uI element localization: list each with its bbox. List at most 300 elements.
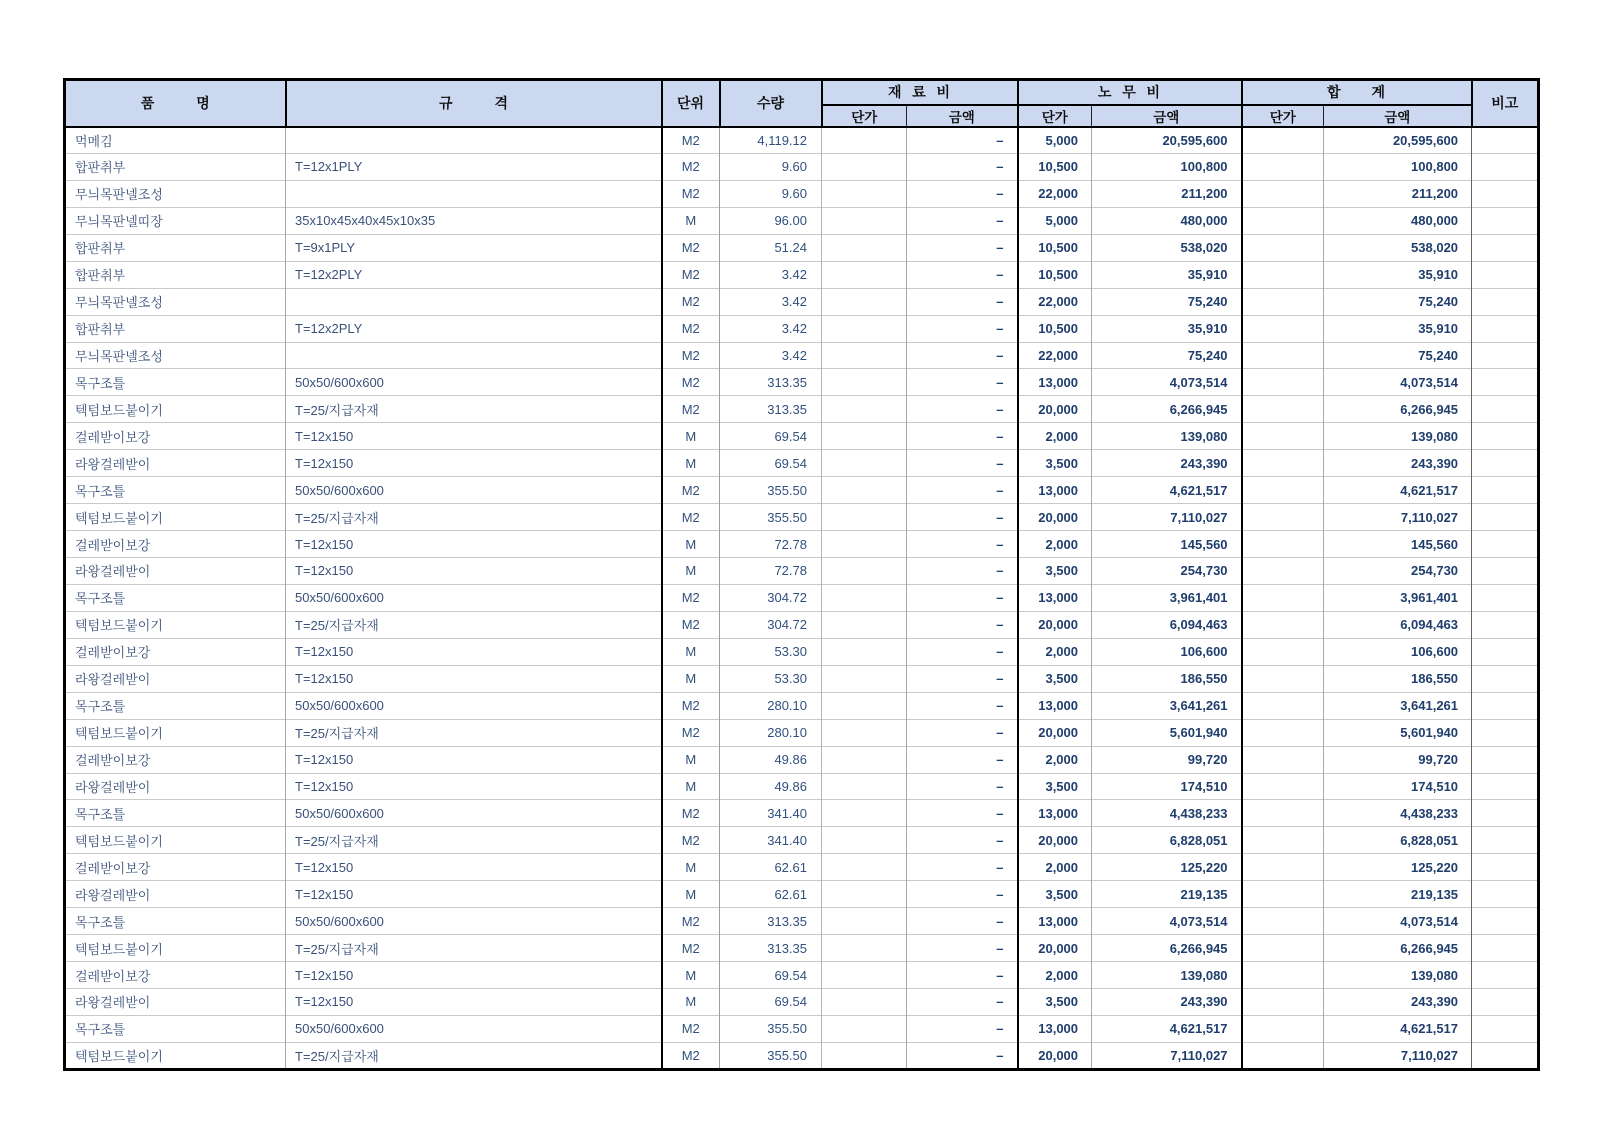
table-row: [65, 854, 1539, 881]
spec-cell: T=12x150: [286, 558, 662, 585]
item-name-cell: 목구조틀: [65, 584, 286, 611]
item-name-cell: 목구조틀: [65, 800, 286, 827]
total-unit-price-cell: [1242, 692, 1324, 719]
material-unit-price-cell: [822, 692, 907, 719]
spec-cell: T=25/지급자재: [286, 611, 662, 638]
labor-amount-cell: 20,595,600: [1092, 127, 1242, 154]
material-amount-cell: –: [907, 315, 1018, 342]
item-name-cell: 합판취부: [65, 261, 286, 288]
material-unit-price-cell: [822, 369, 907, 396]
labor-amount-cell: 4,621,517: [1092, 1015, 1242, 1042]
unit-cell: M2: [662, 504, 720, 531]
spec-cell: 50x50/600x600: [286, 369, 662, 396]
qty-cell: 49.86: [720, 746, 822, 773]
total-unit-price-cell: [1242, 396, 1324, 423]
labor-amount-cell: 125,220: [1092, 854, 1242, 881]
table-row: [65, 1015, 1539, 1042]
labor-amount-cell: 4,073,514: [1092, 369, 1242, 396]
header-unit: 단위: [662, 80, 720, 127]
labor-unit-price-cell: 13,000: [1018, 584, 1092, 611]
header-material-amount: 금액: [907, 105, 1018, 127]
total-amount-cell: 480,000: [1324, 207, 1472, 234]
table-row: [65, 638, 1539, 665]
qty-cell: 355.50: [720, 504, 822, 531]
qty-cell: 69.54: [720, 989, 822, 1016]
material-amount-cell: –: [907, 665, 1018, 692]
labor-unit-price-cell: 13,000: [1018, 800, 1092, 827]
labor-amount-cell: 4,073,514: [1092, 908, 1242, 935]
unit-cell: M2: [662, 611, 720, 638]
unit-cell: M: [662, 989, 720, 1016]
material-unit-price-cell: [822, 450, 907, 477]
labor-amount-cell: 211,200: [1092, 180, 1242, 207]
spec-cell: 50x50/600x600: [286, 477, 662, 504]
remarks-cell: [1472, 369, 1539, 396]
spec-cell: 50x50/600x600: [286, 1015, 662, 1042]
table-row: [65, 423, 1539, 450]
spec-cell: T=25/지급자재: [286, 504, 662, 531]
total-unit-price-cell: [1242, 558, 1324, 585]
spec-cell: T=12x150: [286, 962, 662, 989]
total-amount-cell: 6,266,945: [1324, 396, 1472, 423]
material-unit-price-cell: [822, 288, 907, 315]
remarks-cell: [1472, 584, 1539, 611]
remarks-cell: [1472, 315, 1539, 342]
table-row: [65, 1042, 1539, 1069]
item-name-cell: 걸레받이보강: [65, 854, 286, 881]
item-name-cell: 텍텀보드붙이기: [65, 611, 286, 638]
item-name-cell: 텍텀보드붙이기: [65, 827, 286, 854]
total-unit-price-cell: [1242, 369, 1324, 396]
qty-cell: 280.10: [720, 692, 822, 719]
unit-cell: M2: [662, 315, 720, 342]
qty-cell: 341.40: [720, 827, 822, 854]
qty-cell: 313.35: [720, 396, 822, 423]
material-amount-cell: –: [907, 396, 1018, 423]
table-row: [65, 962, 1539, 989]
item-name-cell: 걸레받이보강: [65, 746, 286, 773]
labor-amount-cell: 35,910: [1092, 261, 1242, 288]
total-amount-cell: 100,800: [1324, 153, 1472, 180]
spec-cell: [286, 288, 662, 315]
total-amount-cell: 254,730: [1324, 558, 1472, 585]
total-amount-cell: 4,073,514: [1324, 908, 1472, 935]
unit-cell: M2: [662, 180, 720, 207]
labor-unit-price-cell: 3,500: [1018, 665, 1092, 692]
labor-amount-cell: 75,240: [1092, 342, 1242, 369]
spec-cell: T=12x2PLY: [286, 315, 662, 342]
remarks-cell: [1472, 396, 1539, 423]
remarks-cell: [1472, 207, 1539, 234]
total-unit-price-cell: [1242, 504, 1324, 531]
total-amount-cell: 20,595,600: [1324, 127, 1472, 154]
table-row: [65, 558, 1539, 585]
material-unit-price-cell: [822, 153, 907, 180]
header-total-unit-price: 단가: [1242, 105, 1324, 127]
material-unit-price-cell: [822, 638, 907, 665]
total-unit-price-cell: [1242, 611, 1324, 638]
table-row: [65, 396, 1539, 423]
material-amount-cell: –: [907, 935, 1018, 962]
total-unit-price-cell: [1242, 207, 1324, 234]
labor-unit-price-cell: 10,500: [1018, 153, 1092, 180]
item-name-cell: 합판취부: [65, 234, 286, 261]
unit-cell: M2: [662, 127, 720, 154]
remarks-cell: [1472, 234, 1539, 261]
labor-amount-cell: 6,094,463: [1092, 611, 1242, 638]
item-name-cell: 먹메김: [65, 127, 286, 154]
remarks-cell: [1472, 638, 1539, 665]
material-unit-price-cell: [822, 584, 907, 611]
item-name-cell: 목구조틀: [65, 908, 286, 935]
material-unit-price-cell: [822, 746, 907, 773]
unit-cell: M: [662, 746, 720, 773]
total-unit-price-cell: [1242, 746, 1324, 773]
item-name-cell: 합판취부: [65, 153, 286, 180]
labor-unit-price-cell: 2,000: [1018, 531, 1092, 558]
material-amount-cell: –: [907, 234, 1018, 261]
remarks-cell: [1472, 800, 1539, 827]
item-name-cell: 무늬목판넬조성: [65, 342, 286, 369]
labor-amount-cell: 5,601,940: [1092, 719, 1242, 746]
remarks-cell: [1472, 423, 1539, 450]
material-unit-price-cell: [822, 719, 907, 746]
labor-unit-price-cell: 2,000: [1018, 423, 1092, 450]
labor-unit-price-cell: 22,000: [1018, 288, 1092, 315]
material-unit-price-cell: [822, 477, 907, 504]
item-name-cell: 합판취부: [65, 315, 286, 342]
labor-amount-cell: 99,720: [1092, 746, 1242, 773]
material-unit-price-cell: [822, 342, 907, 369]
total-unit-price-cell: [1242, 962, 1324, 989]
material-amount-cell: –: [907, 180, 1018, 207]
unit-cell: M: [662, 638, 720, 665]
spec-cell: T=25/지급자재: [286, 935, 662, 962]
material-unit-price-cell: [822, 396, 907, 423]
total-amount-cell: 145,560: [1324, 531, 1472, 558]
remarks-cell: [1472, 746, 1539, 773]
header-material-cost: 재 료 비: [822, 80, 1018, 105]
labor-unit-price-cell: 2,000: [1018, 638, 1092, 665]
labor-amount-cell: 243,390: [1092, 450, 1242, 477]
item-name-cell: 텍텀보드붙이기: [65, 396, 286, 423]
total-unit-price-cell: [1242, 423, 1324, 450]
spec-cell: 50x50/600x600: [286, 692, 662, 719]
unit-cell: M: [662, 423, 720, 450]
labor-amount-cell: 100,800: [1092, 153, 1242, 180]
spec-cell: T=12x150: [286, 665, 662, 692]
header-labor-amount: 금액: [1092, 105, 1242, 127]
material-amount-cell: –: [907, 288, 1018, 315]
remarks-cell: [1472, 261, 1539, 288]
material-unit-price-cell: [822, 234, 907, 261]
material-unit-price-cell: [822, 261, 907, 288]
table-header: [65, 80, 1539, 127]
spec-cell: T=25/지급자재: [286, 719, 662, 746]
item-name-cell: 목구조틀: [65, 369, 286, 396]
spec-cell: T=12x150: [286, 746, 662, 773]
spec-cell: T=12x1PLY: [286, 153, 662, 180]
material-amount-cell: –: [907, 153, 1018, 180]
spec-cell: 50x50/600x600: [286, 800, 662, 827]
unit-cell: M2: [662, 288, 720, 315]
remarks-cell: [1472, 935, 1539, 962]
material-amount-cell: –: [907, 504, 1018, 531]
remarks-cell: [1472, 127, 1539, 154]
material-amount-cell: –: [907, 746, 1018, 773]
total-unit-price-cell: [1242, 827, 1324, 854]
header-total: 합 계: [1242, 80, 1472, 105]
spec-cell: 50x50/600x600: [286, 908, 662, 935]
labor-unit-price-cell: 3,500: [1018, 881, 1092, 908]
total-unit-price-cell: [1242, 719, 1324, 746]
qty-cell: 304.72: [720, 584, 822, 611]
table-row: [65, 935, 1539, 962]
header-material-unit-price: 단가: [822, 105, 907, 127]
unit-cell: M2: [662, 1042, 720, 1069]
material-amount-cell: –: [907, 908, 1018, 935]
item-name-cell: 라왕걸레받이: [65, 450, 286, 477]
qty-cell: 72.78: [720, 558, 822, 585]
total-unit-price-cell: [1242, 800, 1324, 827]
unit-cell: M: [662, 531, 720, 558]
qty-cell: 313.35: [720, 908, 822, 935]
qty-cell: 72.78: [720, 531, 822, 558]
material-unit-price-cell: [822, 531, 907, 558]
remarks-cell: [1472, 611, 1539, 638]
qty-cell: 4,119.12: [720, 127, 822, 154]
total-unit-price-cell: [1242, 773, 1324, 800]
table-row: [65, 719, 1539, 746]
qty-cell: 355.50: [720, 1042, 822, 1069]
material-amount-cell: –: [907, 692, 1018, 719]
material-unit-price-cell: [822, 423, 907, 450]
labor-amount-cell: 7,110,027: [1092, 1042, 1242, 1069]
total-amount-cell: 174,510: [1324, 773, 1472, 800]
spec-cell: T=9x1PLY: [286, 234, 662, 261]
qty-cell: 62.61: [720, 854, 822, 881]
material-unit-price-cell: [822, 665, 907, 692]
unit-cell: M2: [662, 369, 720, 396]
material-amount-cell: –: [907, 881, 1018, 908]
table-row: [65, 908, 1539, 935]
table-row: [65, 315, 1539, 342]
total-unit-price-cell: [1242, 908, 1324, 935]
remarks-cell: [1472, 504, 1539, 531]
unit-cell: M2: [662, 342, 720, 369]
labor-amount-cell: 6,266,945: [1092, 396, 1242, 423]
material-amount-cell: –: [907, 558, 1018, 585]
item-name-cell: 라왕걸레받이: [65, 773, 286, 800]
material-amount-cell: –: [907, 342, 1018, 369]
table-row: [65, 369, 1539, 396]
item-name-cell: 라왕걸레받이: [65, 558, 286, 585]
qty-cell: 49.86: [720, 773, 822, 800]
material-amount-cell: –: [907, 261, 1018, 288]
material-amount-cell: –: [907, 989, 1018, 1016]
table-row: [65, 342, 1539, 369]
unit-cell: M2: [662, 908, 720, 935]
total-amount-cell: 106,600: [1324, 638, 1472, 665]
remarks-cell: [1472, 962, 1539, 989]
material-amount-cell: –: [907, 1042, 1018, 1069]
spec-cell: T=12x150: [286, 773, 662, 800]
labor-amount-cell: 145,560: [1092, 531, 1242, 558]
material-amount-cell: –: [907, 638, 1018, 665]
total-amount-cell: 75,240: [1324, 288, 1472, 315]
labor-unit-price-cell: 13,000: [1018, 477, 1092, 504]
labor-amount-cell: 480,000: [1092, 207, 1242, 234]
total-unit-price-cell: [1242, 1042, 1324, 1069]
spec-cell: [286, 342, 662, 369]
header-item-name: 품 명: [65, 80, 286, 127]
labor-unit-price-cell: 20,000: [1018, 396, 1092, 423]
unit-cell: M2: [662, 396, 720, 423]
material-amount-cell: –: [907, 207, 1018, 234]
total-amount-cell: 538,020: [1324, 234, 1472, 261]
remarks-cell: [1472, 558, 1539, 585]
remarks-cell: [1472, 719, 1539, 746]
remarks-cell: [1472, 153, 1539, 180]
material-amount-cell: –: [907, 611, 1018, 638]
labor-amount-cell: 4,621,517: [1092, 477, 1242, 504]
labor-unit-price-cell: 22,000: [1018, 180, 1092, 207]
total-amount-cell: 6,266,945: [1324, 935, 1472, 962]
spec-cell: [286, 180, 662, 207]
item-name-cell: 걸레받이보강: [65, 962, 286, 989]
item-name-cell: 텍텀보드붙이기: [65, 1042, 286, 1069]
material-amount-cell: –: [907, 369, 1018, 396]
qty-cell: 62.61: [720, 881, 822, 908]
spec-cell: T=12x150: [286, 638, 662, 665]
material-unit-price-cell: [822, 1042, 907, 1069]
item-name-cell: 텍텀보드붙이기: [65, 504, 286, 531]
labor-unit-price-cell: 3,500: [1018, 989, 1092, 1016]
remarks-cell: [1472, 450, 1539, 477]
material-unit-price-cell: [822, 962, 907, 989]
remarks-cell: [1472, 1042, 1539, 1069]
total-unit-price-cell: [1242, 450, 1324, 477]
total-unit-price-cell: [1242, 935, 1324, 962]
item-name-cell: 걸레받이보강: [65, 531, 286, 558]
labor-unit-price-cell: 3,500: [1018, 450, 1092, 477]
table-row: [65, 477, 1539, 504]
remarks-cell: [1472, 827, 1539, 854]
material-unit-price-cell: [822, 558, 907, 585]
labor-unit-price-cell: 13,000: [1018, 369, 1092, 396]
table-row: [65, 746, 1539, 773]
material-unit-price-cell: [822, 1015, 907, 1042]
labor-amount-cell: 254,730: [1092, 558, 1242, 585]
item-name-cell: 목구조틀: [65, 477, 286, 504]
labor-amount-cell: 3,641,261: [1092, 692, 1242, 719]
total-amount-cell: 4,073,514: [1324, 369, 1472, 396]
table-row: [65, 153, 1539, 180]
labor-unit-price-cell: 10,500: [1018, 261, 1092, 288]
labor-amount-cell: 106,600: [1092, 638, 1242, 665]
estimate-table: [63, 78, 1540, 1071]
table-row: [65, 504, 1539, 531]
item-name-cell: 목구조틀: [65, 1015, 286, 1042]
qty-cell: 9.60: [720, 153, 822, 180]
material-amount-cell: –: [907, 127, 1018, 154]
spec-cell: 50x50/600x600: [286, 584, 662, 611]
total-unit-price-cell: [1242, 584, 1324, 611]
item-name-cell: 무늬목판넬띠장: [65, 207, 286, 234]
qty-cell: 53.30: [720, 638, 822, 665]
total-amount-cell: 4,621,517: [1324, 477, 1472, 504]
table-row: [65, 288, 1539, 315]
unit-cell: M: [662, 962, 720, 989]
qty-cell: 355.50: [720, 1015, 822, 1042]
unit-cell: M2: [662, 935, 720, 962]
item-name-cell: 라왕걸레받이: [65, 665, 286, 692]
labor-amount-cell: 6,828,051: [1092, 827, 1242, 854]
unit-cell: M2: [662, 1015, 720, 1042]
total-unit-price-cell: [1242, 153, 1324, 180]
total-unit-price-cell: [1242, 881, 1324, 908]
qty-cell: 355.50: [720, 477, 822, 504]
table-row: [65, 261, 1539, 288]
spec-cell: T=12x150: [286, 531, 662, 558]
remarks-cell: [1472, 1015, 1539, 1042]
remarks-cell: [1472, 180, 1539, 207]
labor-amount-cell: 7,110,027: [1092, 504, 1242, 531]
unit-cell: M2: [662, 153, 720, 180]
spec-cell: T=12x150: [286, 989, 662, 1016]
table-row: [65, 989, 1539, 1016]
table-row: [65, 584, 1539, 611]
total-unit-price-cell: [1242, 531, 1324, 558]
total-amount-cell: 6,828,051: [1324, 827, 1472, 854]
total-unit-price-cell: [1242, 234, 1324, 261]
total-amount-cell: 4,621,517: [1324, 1015, 1472, 1042]
qty-cell: 69.54: [720, 962, 822, 989]
labor-unit-price-cell: 20,000: [1018, 611, 1092, 638]
table-row: [65, 180, 1539, 207]
item-name-cell: 라왕걸레받이: [65, 989, 286, 1016]
qty-cell: 3.42: [720, 315, 822, 342]
header-qty: 수량: [720, 80, 822, 127]
labor-unit-price-cell: 20,000: [1018, 504, 1092, 531]
total-unit-price-cell: [1242, 638, 1324, 665]
labor-unit-price-cell: 13,000: [1018, 692, 1092, 719]
table-row: [65, 127, 1539, 154]
unit-cell: M2: [662, 692, 720, 719]
material-amount-cell: –: [907, 719, 1018, 746]
labor-unit-price-cell: 2,000: [1018, 962, 1092, 989]
unit-cell: M: [662, 207, 720, 234]
labor-unit-price-cell: 13,000: [1018, 908, 1092, 935]
qty-cell: 51.24: [720, 234, 822, 261]
remarks-cell: [1472, 881, 1539, 908]
labor-unit-price-cell: 20,000: [1018, 827, 1092, 854]
material-unit-price-cell: [822, 180, 907, 207]
remarks-cell: [1472, 908, 1539, 935]
unit-cell: M2: [662, 827, 720, 854]
labor-unit-price-cell: 2,000: [1018, 854, 1092, 881]
total-amount-cell: 6,094,463: [1324, 611, 1472, 638]
spec-cell: T=12x150: [286, 423, 662, 450]
material-unit-price-cell: [822, 773, 907, 800]
total-amount-cell: 211,200: [1324, 180, 1472, 207]
labor-amount-cell: 243,390: [1092, 989, 1242, 1016]
labor-unit-price-cell: 20,000: [1018, 719, 1092, 746]
total-unit-price-cell: [1242, 315, 1324, 342]
unit-cell: M2: [662, 477, 720, 504]
material-amount-cell: –: [907, 854, 1018, 881]
labor-amount-cell: 174,510: [1092, 773, 1242, 800]
